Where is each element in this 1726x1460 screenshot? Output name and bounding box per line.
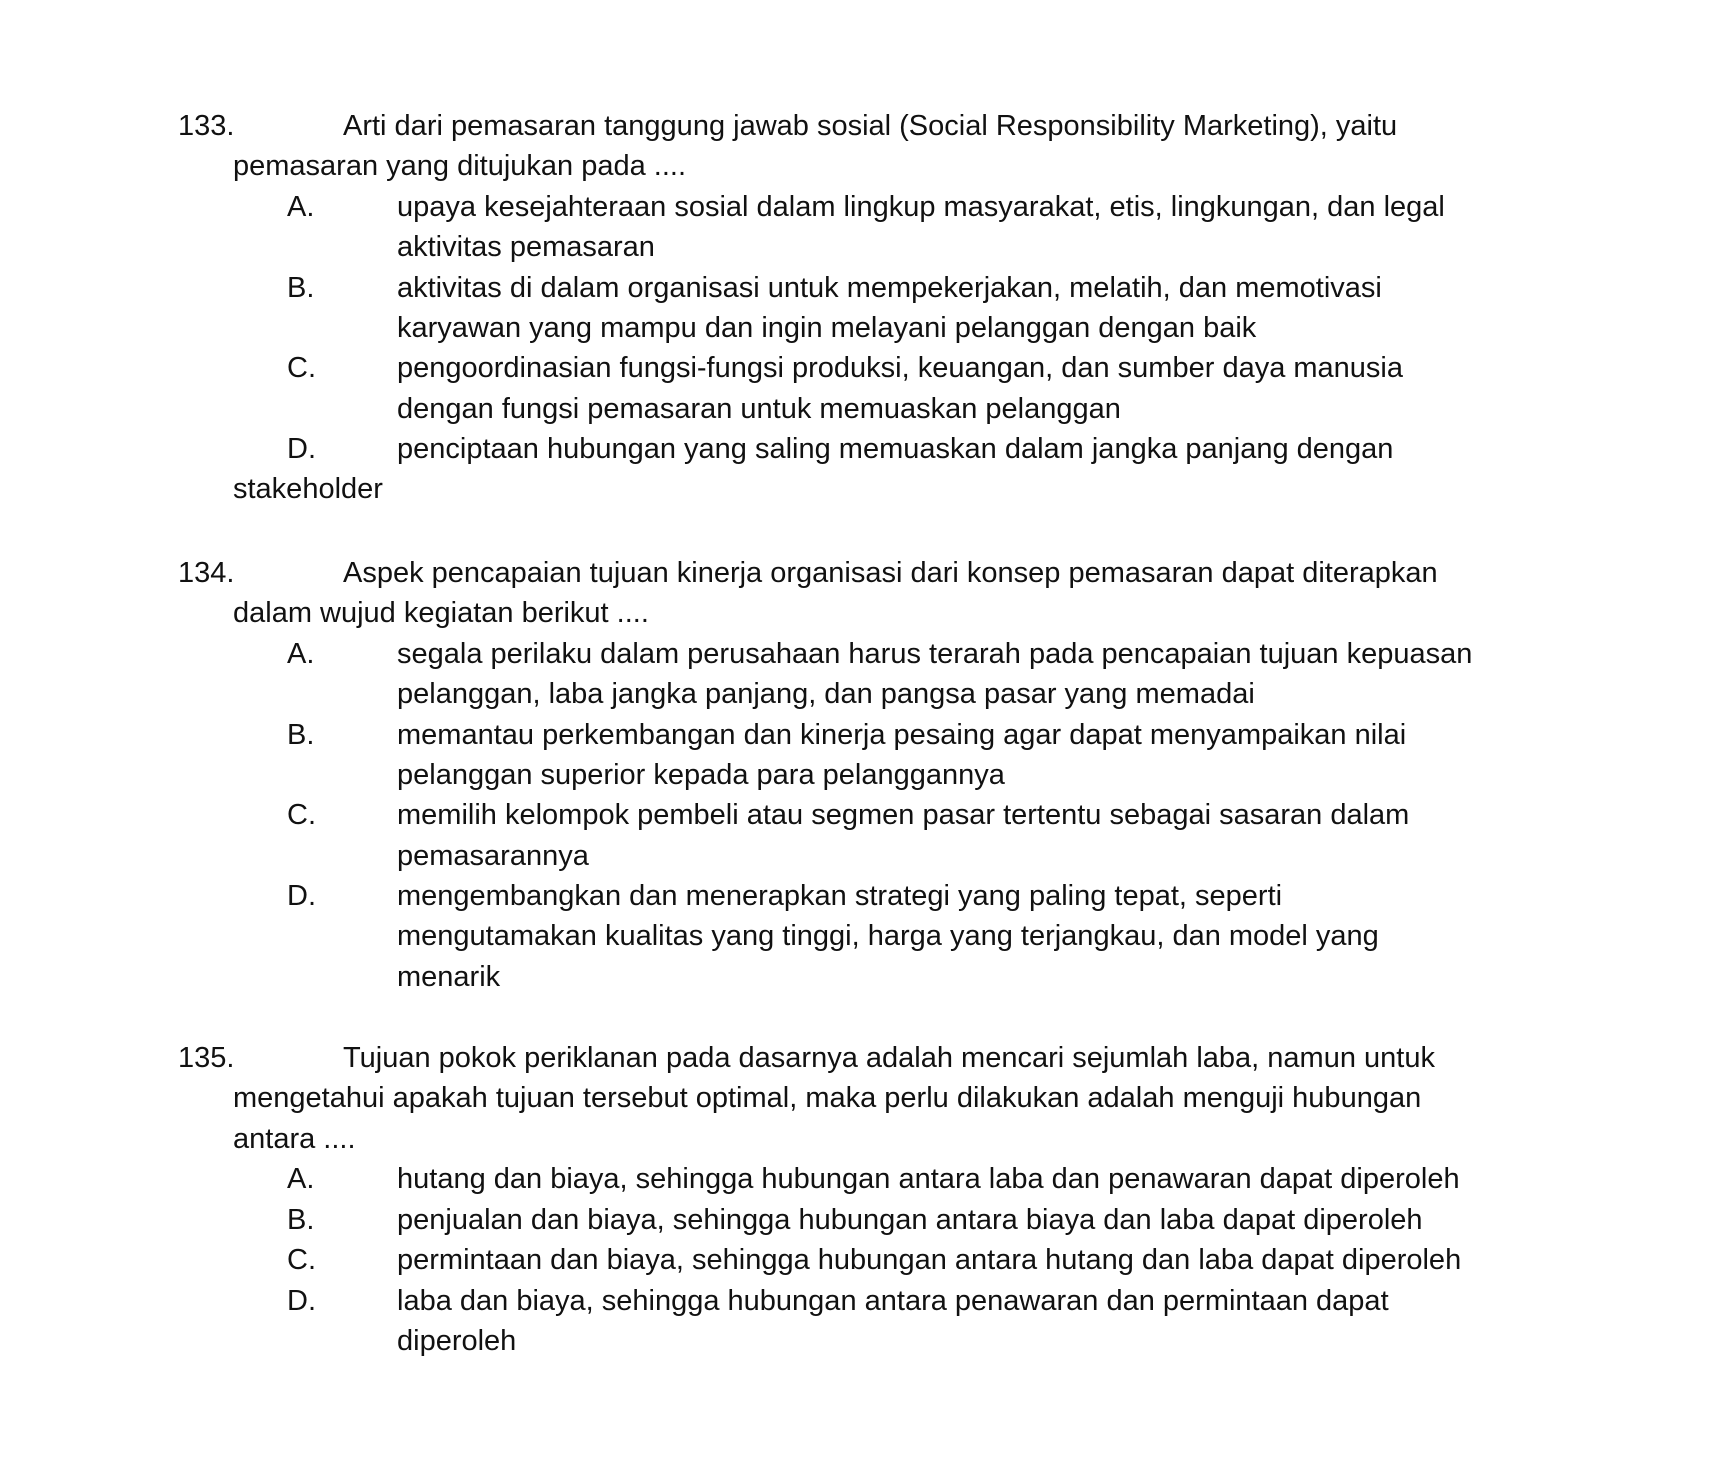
question-stem-line: pemasaran yang ditujukan pada .... — [233, 150, 687, 182]
option-text-line: pengoordinasian fungsi-fungsi produksi, keuangan, dan sumber daya manusia — [397, 352, 1403, 384]
option-text-line: diperoleh — [397, 1325, 517, 1357]
option-text-line: pemasarannya — [397, 840, 589, 872]
question-number: 134. — [178, 557, 235, 589]
option-label: C. — [287, 1244, 316, 1276]
option-text-line: pelanggan superior kepada para pelanggannya — [397, 759, 1005, 791]
option-label: A. — [287, 191, 315, 223]
option-text-line: hutang dan biaya, sehingga hubungan antara laba dan penawaran dapat diperoleh — [397, 1163, 1460, 1195]
question-number: 133. — [178, 110, 235, 142]
option-text-line: penciptaan hubungan yang saling memuaskan dalam jangka panjang dengan — [397, 433, 1394, 465]
option-label: A. — [287, 638, 315, 670]
option-text-line: dengan fungsi pemasaran untuk memuaskan pelanggan — [397, 393, 1121, 425]
option-label: B. — [287, 719, 315, 751]
option-label: B. — [287, 1204, 315, 1236]
option-text-line: permintaan dan biaya, sehingga hubungan antara hutang dan laba dapat diperoleh — [397, 1244, 1462, 1276]
option-label: C. — [287, 352, 316, 384]
question-stem-line: mengetahui apakah tujuan tersebut optimal, maka perlu dilakukan adalah menguji hubungan — [233, 1082, 1422, 1114]
option-label: A. — [287, 1163, 315, 1195]
option-label: D. — [287, 880, 316, 912]
question-stem-line: Aspek pencapaian tujuan kinerja organisasi dari konsep pemasaran dapat diterapkan — [343, 557, 1438, 589]
option-text-line: stakeholder — [233, 473, 383, 505]
question-number: 135. — [178, 1042, 235, 1074]
option-text-line: memilih kelompok pembeli atau segmen pasar tertentu sebagai sasaran dalam — [397, 799, 1410, 831]
option-text-line: upaya kesejahteraan sosial dalam lingkup masyarakat, etis, lingkungan, dan legal — [397, 191, 1445, 223]
option-text-line: segala perilaku dalam perusahaan harus terarah pada pencapaian tujuan kepuasan — [397, 638, 1473, 670]
question-stem-line: Arti dari pemasaran tanggung jawab sosial (Social Responsibility Marketing), yaitu — [343, 110, 1398, 142]
option-text-line: penjualan dan biaya, sehingga hubungan antara biaya dan laba dapat diperoleh — [397, 1204, 1423, 1236]
option-text-line: memantau perkembangan dan kinerja pesaing agar dapat menyampaikan nilai — [397, 719, 1407, 751]
option-label: D. — [287, 1285, 316, 1317]
option-label: B. — [287, 272, 315, 304]
option-label: C. — [287, 799, 316, 831]
option-text-line: laba dan biaya, sehingga hubungan antara penawaran dan permintaan dapat — [397, 1285, 1389, 1317]
option-text-line: pelanggan, laba jangka panjang, dan pangsa pasar yang memadai — [397, 678, 1255, 710]
option-text-line: karyawan yang mampu dan ingin melayani pelanggan dengan baik — [397, 312, 1257, 344]
option-text-line: mengutamakan kualitas yang tinggi, harga yang terjangkau, dan model yang — [397, 920, 1379, 952]
option-text-line: aktivitas pemasaran — [397, 231, 655, 263]
option-text-line: mengembangkan dan menerapkan strategi yang paling tepat, seperti — [397, 880, 1283, 912]
option-label: D. — [287, 433, 316, 465]
question-stem-line: antara .... — [233, 1123, 356, 1155]
option-text-line: menarik — [397, 961, 501, 993]
option-text-line: aktivitas di dalam organisasi untuk mempekerjakan, melatih, dan memotivasi — [397, 272, 1382, 304]
question-stem-line: dalam wujud kegiatan berikut .... — [233, 597, 649, 629]
question-stem-line: Tujuan pokok periklanan pada dasarnya adalah mencari sejumlah laba, namun untuk — [343, 1042, 1435, 1074]
